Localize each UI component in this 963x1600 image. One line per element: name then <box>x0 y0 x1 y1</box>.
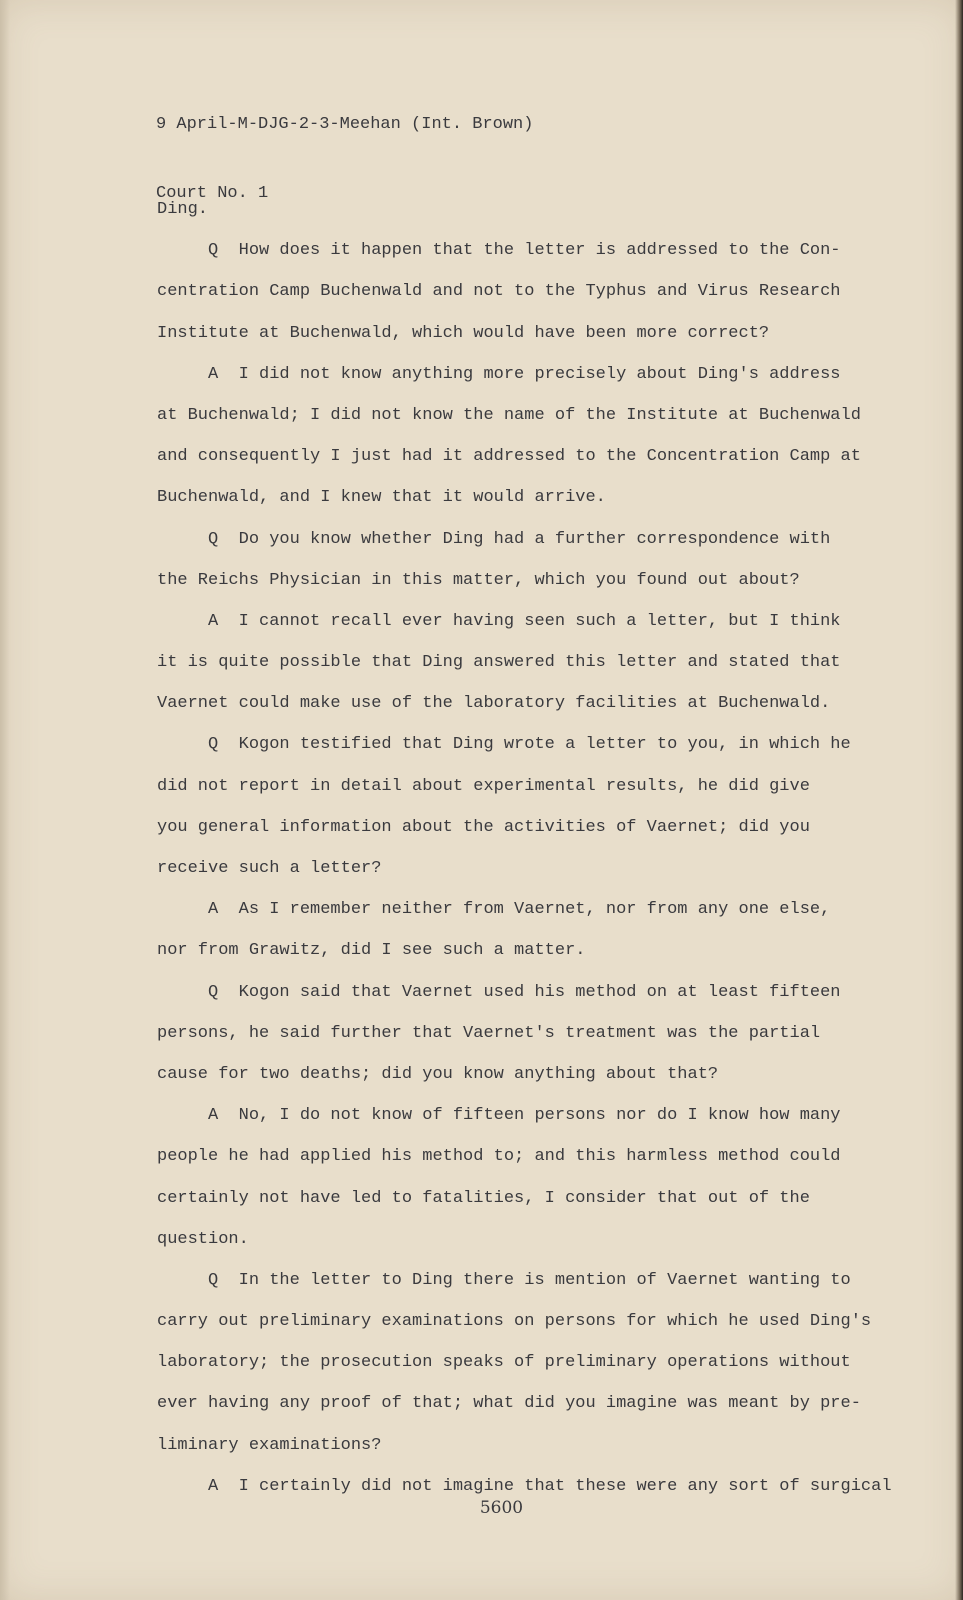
transcript-line: A As I remember neither from Vaernet, nor from any one else, <box>157 900 831 920</box>
transcript-line: persons, he said further that Vaernet's treatment was the partial <box>157 1023 821 1043</box>
transcript-line: Q Kogon testified that Ding wrote a letter to you, in which he <box>157 735 851 755</box>
header-session-line: 9 April-M-DJG-2-3-Meehan (Int. Brown) <box>156 115 534 134</box>
paper-edge-left <box>0 0 10 1600</box>
transcript-line: A I certainly did not imagine that these were any sort of surgical <box>157 1476 892 1496</box>
transcript-body <box>157 189 897 1507</box>
transcript-line: liminary examinations? <box>157 1435 382 1455</box>
transcript-line: Ding. <box>157 200 209 219</box>
transcript-line: receive such a letter? <box>157 859 382 878</box>
transcript-line: certainly not have led to fatalities, I consider that out of the <box>157 1188 810 1208</box>
transcript-line: you general information about the activities of Vaernet; did you <box>157 817 810 837</box>
transcript-line: Vaernet could make use of the laboratory facilities at Buchenwald. <box>157 694 831 714</box>
paper-edge-right <box>955 0 963 1600</box>
transcript-line: people he had applied his method to; and this harmless method could <box>157 1147 841 1167</box>
transcript-line: Institute at Buchenwald, which would have been more correct? <box>157 323 770 343</box>
transcript-line: Q How does it happen that the letter is addressed to the Con- <box>157 241 841 261</box>
header-court-line: Court No. 1 <box>156 184 269 203</box>
transcript-line: ever having any proof of that; what did you imagine was meant by pre- <box>157 1394 861 1414</box>
transcript-line: and consequently I just had it addressed to the Concentration Camp at <box>157 447 861 467</box>
transcript-line: carry out preliminary examinations on persons for which he used Ding's <box>157 1312 872 1332</box>
page-number: 5600 <box>479 1498 524 1518</box>
transcript-line: question. <box>157 1229 249 1249</box>
transcript-line: did not report in detail about experimental results, he did give <box>157 776 810 796</box>
transcript-line: centration Camp Buchenwald and not to the Typhus and Virus Research <box>157 282 841 302</box>
transcript-line: Q In the letter to Ding there is mention of Vaernet wanting to <box>157 1270 851 1290</box>
transcript-line: the Reichs Physician in this matter, which you found out about? <box>157 570 800 590</box>
transcript-line: nor from Grawitz, did I see such a matter. <box>157 941 586 961</box>
transcript-line: A I cannot recall ever having seen such a letter, but I think <box>157 611 841 631</box>
transcript-line: cause for two deaths; did you know anything about that? <box>157 1064 719 1084</box>
transcript-line: Buchenwald, and I knew that it would arrive. <box>157 488 606 508</box>
transcript-line: it is quite possible that Ding answered this letter and stated that <box>157 653 841 673</box>
transcript-line: laboratory; the prosecution speaks of preliminary operations without <box>157 1353 851 1373</box>
transcript-line: A No, I do not know of fifteen persons nor do I know how many <box>157 1106 841 1126</box>
transcript-line: at Buchenwald; I did not know the name of the Institute at Buchenwald <box>157 405 861 425</box>
transcript-line: A I did not know anything more precisely about Ding's address <box>157 364 841 384</box>
transcript-line: Q Kogon said that Vaernet used his method on at least fifteen <box>157 982 841 1002</box>
transcript-line: Q Do you know whether Ding had a further correspondence with <box>157 529 831 549</box>
